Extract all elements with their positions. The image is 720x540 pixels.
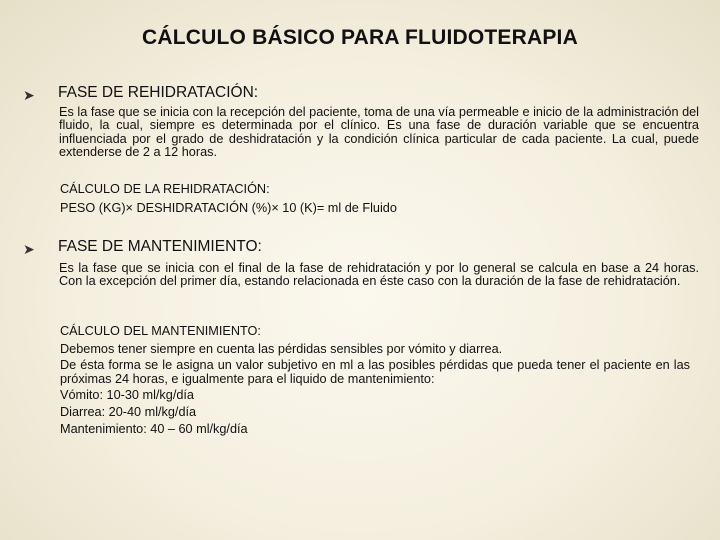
mantenimiento-line-2: De ésta forma se le asigna un valor subjetivo en ml a las posibles pérdidas que pueda tener el paciente en las próximas 24 horas, e igualmente para el liquido de mantenimiento:: [60, 358, 690, 386]
rehidratacion-calculation: [60, 183, 690, 215]
rehidratacion-description: Es la fase que se inicia con la recepción del paciente, toma de una vía permeable e inicio de la administración del fluido, la cual, siempre es determinada por el clínico. Es una fase de duración variable que se encuentra influenciada por el grado de deshidratación y la condición clínica particular de cada paciente. La cual, puede extenderse de 2 a 12 horas.: [59, 105, 699, 160]
mantenimiento-rate: Mantenimiento: 40 – 60 ml/kg/día: [60, 421, 248, 436]
section-heading-mantenimiento: FASE DE MANTENIMIENTO:: [58, 238, 262, 255]
mantenimiento-calculation: [60, 325, 690, 436]
page-title: CÁLCULO BÁSICO PARA FLUIDOTERAPIA: [142, 26, 578, 49]
diarrea-rate: Diarrea: 20-40 ml/kg/día: [60, 404, 197, 419]
mantenimiento-description: Es la fase que se inicia con el final de la fase de rehidratación y por lo general se calcula en base a 24 horas. Con la excepción del primer día, estando relacionada en éste caso con la duración de la fase de rehidratación.: [59, 261, 699, 289]
vomito-rate: Vómito: 10-30 ml/kg/día: [60, 388, 194, 403]
arrowhead-bullet-icon: ➤: [23, 87, 35, 103]
mantenimiento-line-1: Debemos tener siempre en cuenta las pérdidas sensibles por vómito y diarrea.: [60, 341, 503, 356]
rehidratacion-formula: PESO (KG)× DESHIDRATACIÓN (%)× 10 (K)= ml de Fluido: [60, 200, 397, 215]
section-heading-rehidratacion: FASE DE REHIDRATACIÓN:: [58, 84, 259, 101]
arrowhead-bullet-icon: ➤: [23, 241, 35, 257]
rehidratacion-calc-title: CÁLCULO DE LA REHIDRATACIÓN:: [60, 182, 270, 196]
mantenimiento-calc-title: CÁLCULO DEL MANTENIMIENTO:: [60, 324, 261, 338]
